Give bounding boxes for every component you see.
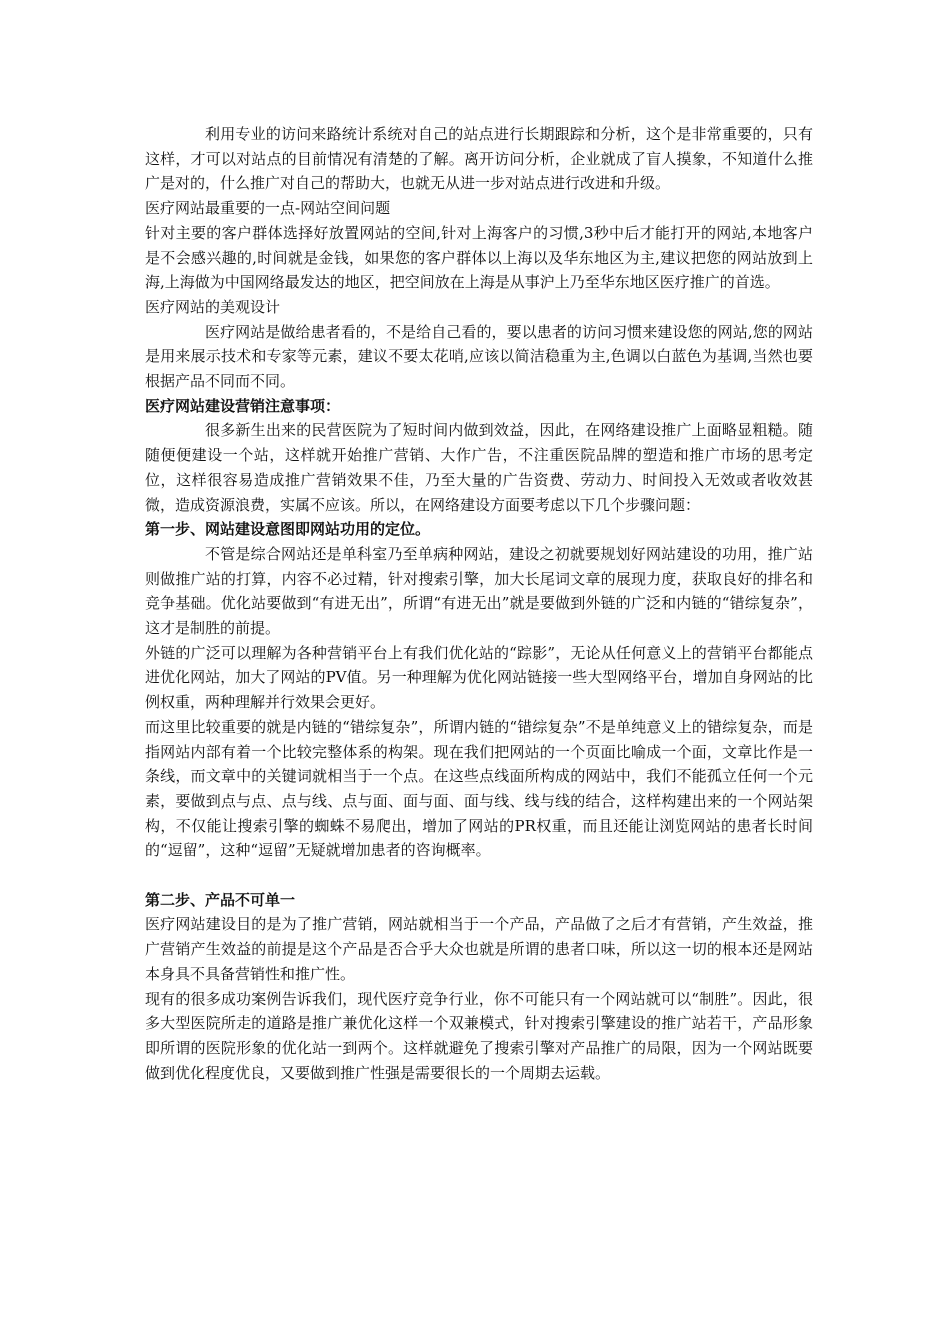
heading-step-two: 第二步、产品不可单一: [145, 890, 296, 909]
document-body: [145, 122, 813, 1085]
paragraph-step-one: 不管是综合网站还是单科室乃至单病种网站，建设之初就要规划好网站建设的功用，推广站则做推广站的打算，内容不必过精，针对搜索引擎，加大长尾词文章的展现力度，获取良好的排名和竞争基础。优化站要做到“有进无出”，所谓“有进无出”就是要做到外链的广泛和内链的“错综复杂”，这才是制胜的前提。: [145, 544, 813, 638]
heading-marketing-notes: 医疗网站建设营销注意事项：: [145, 396, 341, 415]
heading-step-one: 第一步、网站建设意图即网站功用的定位。: [145, 520, 431, 539]
paragraph-visitor-analysis: 利用专业的访问来路统计系统对自己的站点进行长期跟踪和分析，这个是非常重要的，只有这样，才可以对站点的目前情况有清楚的了解。离开访问分析，企业就成了盲人摸象，不知道什么推广是对的，什么推广对自己的帮助大，也就无从进一步对站点进行改进和升级。: [145, 125, 813, 193]
paragraph-product-marketing: 医疗网站建设目的是为了推广营销，网站就相当于一个产品，产品做了之后才有营销，产生效益，推广营销产生效益的前提是这个产品是否合乎大众也就是所谓的患者口味，所以这一切的根本还是网站本身具不具备营销性和推广性。: [145, 915, 813, 983]
heading-server-space: 医疗网站最重要的一点-网站空间问题: [145, 199, 391, 218]
paragraph-success-cases: 现有的很多成功案例告诉我们，现代医疗竞争行业，你不可能只有一个网站就可以“制胜”。因此，很多大型医院所走的道路是推广兼优化这样一个双兼模式，针对搜索引擎建设的推广站若干，产品形象即所谓的医院形象的优化站一到两个。这样就避免了搜索引擎对产品推广的局限，因为一个网站既要做到优化程度优良，又要做到推广性强是需要很长的一个周期去运载。: [145, 989, 813, 1082]
paragraph-marketing-notes: 很多新生出来的民营医院为了短时间内做到效益，因此，在网络建设推广上面略显粗糙。随随便便建设一个站，这样就开始推广营销、大作广告，不注重医院品牌的塑造和推广市场的思考定位，这样很容易造成推广营销效果不佳，乃至大量的广告资费、劳动力、时间投入无效或者收效甚微，造成资源浪费，实属不应该。所以，在网络建设方面要考虑以下几个步骤问题：: [145, 421, 813, 514]
heading-visual-design: 医疗网站的美观设计: [145, 297, 281, 316]
paragraph-visual-design: 医疗网站是做给患者看的，不是给自己看的，要以患者的访问习惯来建设您的网站,您的网站是用来展示技术和专家等元素，建议不要太花哨,应该以简洁稳重为主,色调以白蓝色为基调,当然也要根据产品不同而不同。: [145, 322, 813, 391]
blank-line: [145, 863, 813, 888]
paragraph-server-space: 针对主要的客户群体选择好放置网站的空间,针对上海客户的习惯,3秒中后才能打开的网站,本地客户是不会感兴趣的,时间就是金钱，如果您的客户群体以上海以及华东地区为主,建议把您的网站放到上海,上海做为中国网络最发达的地区，把空间放在上海是从事沪上乃至华东地区医疗推广的首选。: [145, 223, 813, 292]
paragraph-internal-links: 而这里比较重要的就是内链的“错综复杂”，所谓内链的“错综复杂”不是单纯意义上的错综复杂，而是指网站内部有着一个比较完整体系的构架。现在我们把网站的一个页面比喻成一个面，文章比作是一条线，而文章中的关键词就相当于一个点。在这些点线面所构成的网站中，我们不能孤立任何一个元素，要做到点与点、点与线、点与面、面与面、面与线、线与线的结合，这样构建出来的一个网站架构，不仅能让搜索引擎的蜘蛛不易爬出，增加了网站的PR权重，而且还能让浏览网站的患者长时间的“逗留”，这种“逗留”无疑就增加患者的咨询概率。: [145, 717, 813, 860]
paragraph-external-links: 外链的广泛可以理解为各种营销平台上有我们优化站的“踪影”，无论从任何意义上的营销平台都能点进优化网站，加大了网站的PV值。另一种理解为优化网站链接一些大型网络平台，增加自身网站的比例权重，两种理解并行效果会更好。: [145, 643, 813, 712]
